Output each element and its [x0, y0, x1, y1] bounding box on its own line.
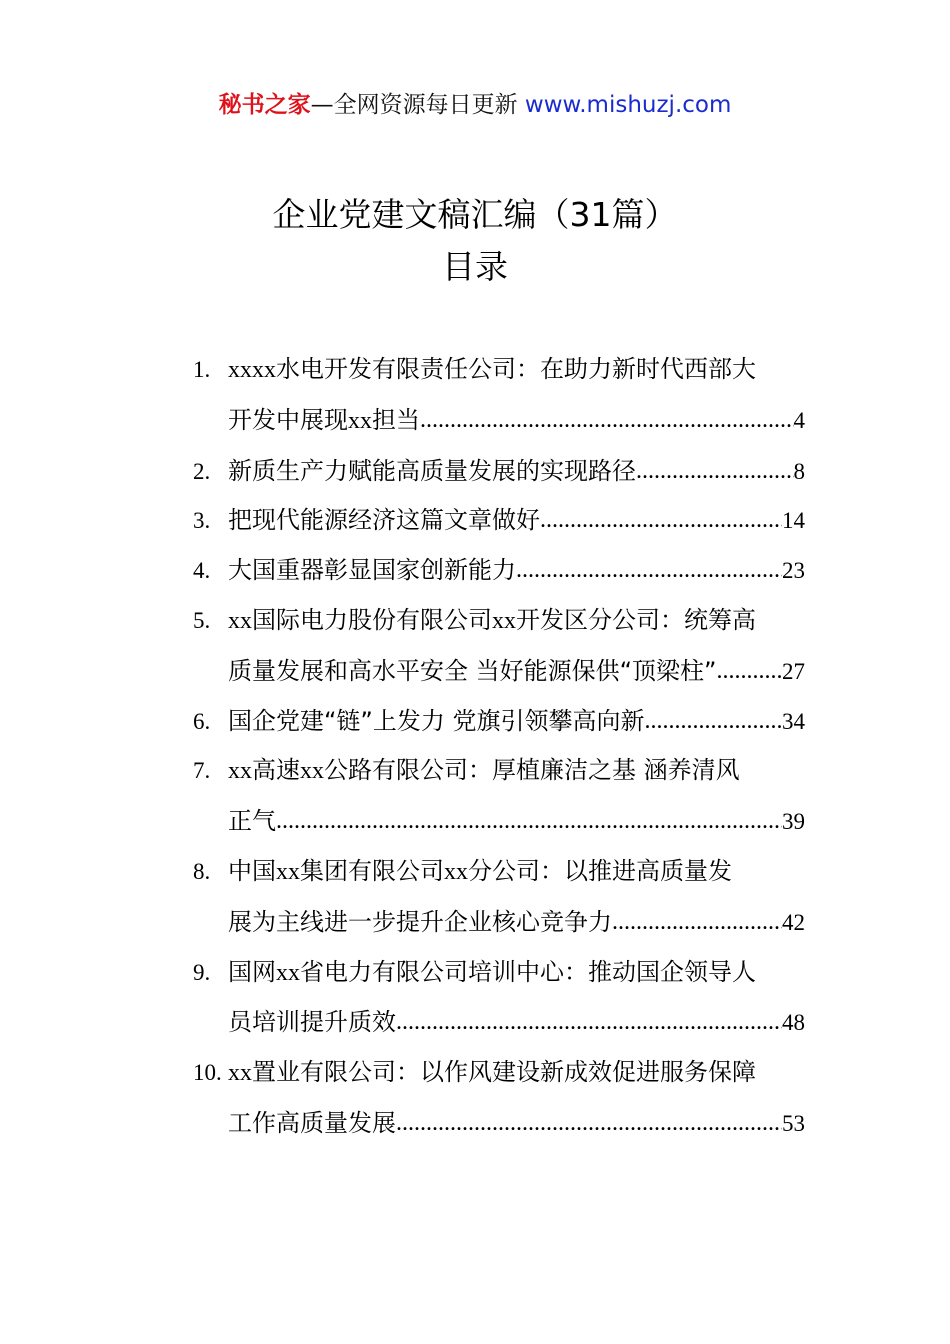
toc-entry[interactable]	[193, 697, 805, 747]
toc-entry[interactable]	[193, 496, 805, 546]
toc-entry-number: 5.	[193, 607, 211, 633]
toc-page-number: 14	[782, 508, 805, 534]
site-banner	[0, 88, 950, 122]
toc-entry-line	[228, 596, 805, 647]
toc-heading: 目录	[442, 247, 508, 286]
toc-entry-number: 9.	[193, 959, 211, 985]
document-title: 企业党建文稿汇编（31篇）	[272, 195, 678, 234]
toc-entry-line	[228, 998, 805, 1048]
toc-entry-line	[228, 447, 805, 497]
toc-entry-number: 3.	[193, 508, 211, 534]
toc-entry[interactable]	[193, 948, 805, 1049]
toc-entry-line	[228, 496, 805, 546]
toc-entry-line	[228, 746, 805, 797]
dot-leader	[276, 797, 782, 847]
toc-entry-number: 4.	[193, 558, 211, 584]
toc-page-number: 4	[793, 407, 805, 433]
banner-tagline: —全网资源每日更新	[310, 92, 525, 118]
toc-entry-title: xxxx水电开发有限责任公司：在助力新时代西部大	[228, 355, 756, 383]
toc-entry-title: 展为主线进一步提升企业核心竞争力	[228, 907, 612, 936]
dot-leader	[396, 1099, 782, 1149]
dot-leader	[645, 697, 783, 747]
toc-page-number: 42	[782, 909, 805, 935]
toc-entry-number: 2.	[193, 458, 211, 484]
dot-leader	[516, 546, 782, 596]
toc-entry-number: 1.	[193, 357, 211, 382]
dot-leader	[717, 647, 783, 697]
brand-name: 秘书之家	[218, 92, 311, 118]
site-url-link[interactable]: www.mishuzj.com	[524, 92, 732, 118]
toc-entry-number: 8.	[193, 858, 211, 884]
toc-entry-title: 国企党建“链”上发力 党旗引领攀高向新	[228, 706, 645, 735]
toc-page-number: 27	[782, 658, 805, 684]
toc-entry-title: 新质生产力赋能高质量发展的实现路径	[228, 456, 636, 485]
toc-entry-line	[228, 396, 805, 447]
toc-entry-line	[228, 797, 805, 847]
toc-entry-title: 国网xx省电力有限公司培训中心：推动国企领导人	[228, 957, 756, 986]
dot-leader	[612, 898, 782, 948]
toc-entry[interactable]	[193, 596, 805, 697]
toc-entry-line	[228, 345, 805, 396]
toc-entry-title: 工作高质量发展	[228, 1108, 396, 1137]
toc-entry-title: 大国重器彰显国家创新能力	[228, 556, 516, 585]
toc-page-number: 48	[782, 1010, 805, 1036]
toc-entry-title: xx国际电力股份有限公司xx开发区分公司：统筹高	[228, 605, 756, 634]
dot-leader	[396, 998, 782, 1048]
toc-entry-number: 10.	[193, 1060, 222, 1086]
dot-leader	[636, 447, 794, 497]
toc-entry-number: 7.	[193, 758, 211, 784]
toc-page-number: 34	[782, 708, 805, 734]
table-of-contents	[193, 345, 805, 1149]
toc-entry-title: xx置业有限公司：以作风建设新成效促进服务保障	[228, 1058, 756, 1087]
toc-entry-line	[228, 546, 805, 596]
toc-page-number: 23	[782, 558, 805, 584]
toc-entry[interactable]	[193, 546, 805, 596]
toc-entry-title: 把现代能源经济这篇文章做好	[228, 506, 540, 535]
toc-entry-line	[228, 697, 805, 747]
toc-entry[interactable]	[193, 1048, 805, 1149]
toc-entry-line	[228, 898, 805, 948]
dot-leader	[540, 496, 782, 546]
toc-page-number: 39	[782, 809, 805, 835]
toc-entry-line	[228, 847, 805, 898]
toc-entry-title: 开发中展现xx担当	[228, 405, 420, 434]
toc-page-number: 53	[782, 1110, 805, 1136]
toc-entry-title: 员培训提升质效	[228, 1008, 396, 1037]
toc-entry[interactable]	[193, 746, 805, 847]
toc-entry-line	[228, 647, 805, 697]
toc-entry-line	[228, 1048, 805, 1099]
toc-entry-line	[228, 1099, 805, 1149]
toc-entry[interactable]	[193, 847, 805, 948]
toc-entry[interactable]	[193, 447, 805, 497]
toc-entry-title: 正气	[228, 807, 276, 836]
toc-entry-number: 6.	[193, 708, 211, 734]
toc-page-number: 8	[793, 458, 805, 484]
toc-entry-title: 质量发展和高水平安全 当好能源保供“顶梁柱”	[228, 656, 717, 685]
toc-entry-line	[228, 948, 805, 999]
toc-entry-title: xx高速xx公路有限公司：厚植廉洁之基 涵养清风	[228, 756, 740, 785]
dot-leader	[420, 396, 794, 447]
toc-entry-title: 中国xx集团有限公司xx分公司：以推进高质量发	[228, 856, 732, 885]
toc-entry[interactable]	[193, 345, 805, 447]
